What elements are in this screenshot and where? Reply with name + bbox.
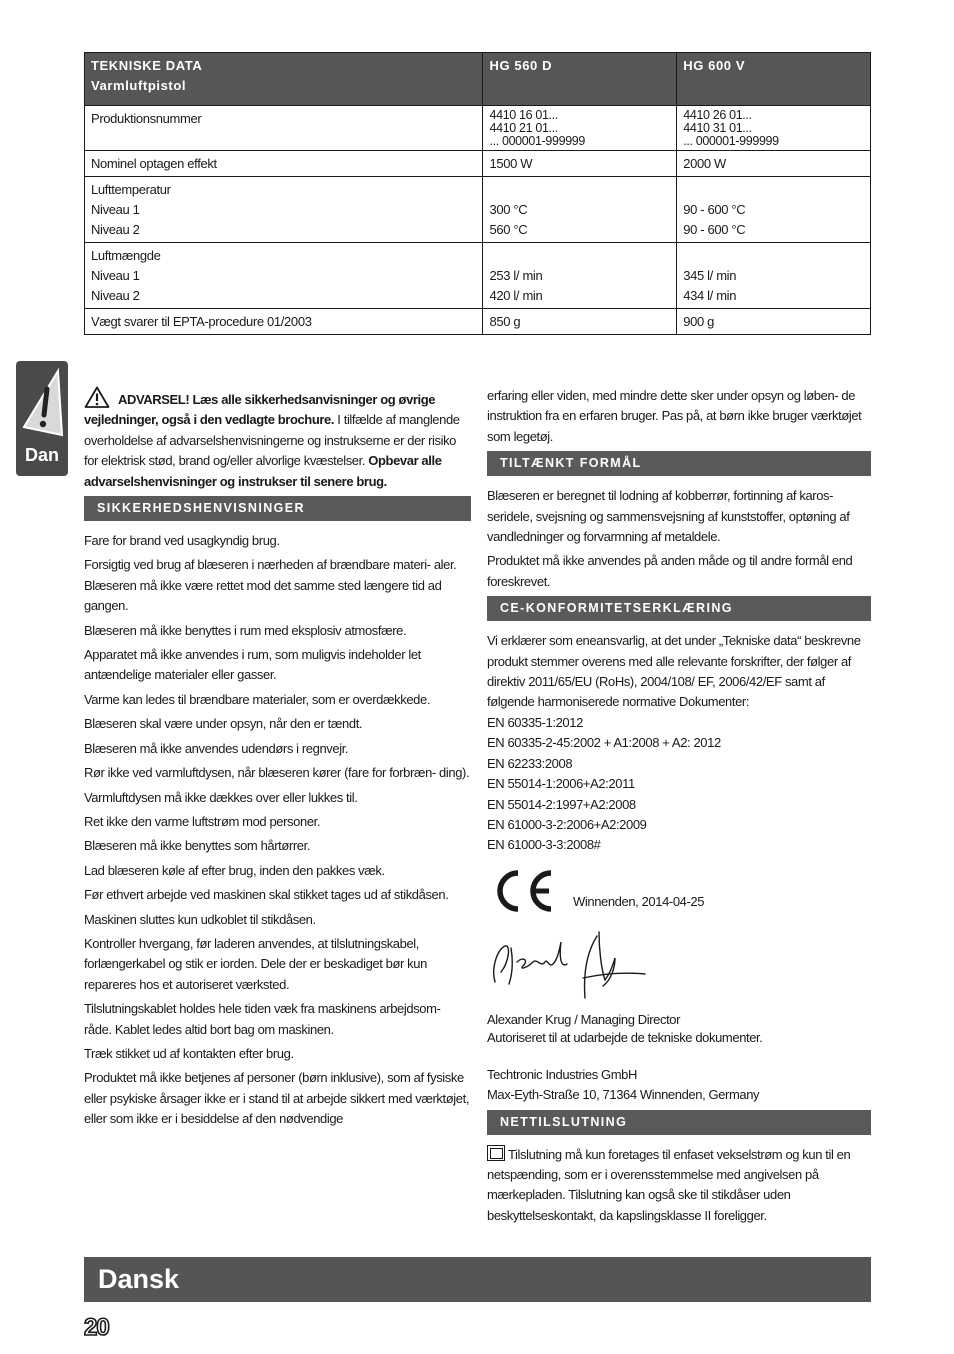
list-item: Før ethvert arbejde ved maskinen skal stikket tages ud af stikdåsen. [84,887,449,903]
cell-line: 560 °C [489,222,528,237]
row-value: 900 g [677,309,871,335]
warning-text: I tilfælde af manglende overholdelse af advarselshenvisningerne og instrukserne er der risiko for elektrisk stød, brand og/eller alvorlige kvæstelser. [84,412,460,469]
cell-line: Niveau 1 [91,268,140,283]
list-item: EN 55014-1:2006+A2:2011 [487,776,635,792]
cell-line: Niveau 2 [91,288,140,303]
warning-icon [18,365,66,445]
list-item: Forsigtig ved brug af blæseren i nærheden af brændbare materi- aler. Blæseren må ikke være rettet mod det samme sted længere tid ad gangen. [84,557,457,614]
cell-line: Niveau 1 [91,202,140,217]
row-value [677,177,871,243]
continuation-text: erfaring eller viden, med mindre dette sker under opsyn og løben- de instruktion fra en erfaren bruger. Pas på, at børn ikke bruger værktøjet som legetøj. [487,388,862,444]
spec-header-model1: HG 560 D [483,53,677,106]
list-item: EN 60335-1:2012 [487,714,583,730]
ce-mark-row [487,868,871,918]
row-value [483,106,677,151]
row-value [483,243,677,309]
power-text [487,1145,871,1227]
cell-line: 4410 26 01... [683,108,752,122]
row-value [677,106,871,151]
list-item: Apparatet må ikke anvendes i rum, som muligvis indeholder let antændelige materialer eller gasser. [84,647,421,683]
list-item: EN 60335-2-45:2002 + A1:2008 + A2: 2012 [487,735,721,751]
table-row [85,106,871,151]
warning-triangle-icon [84,386,110,408]
protection-class-ii-icon [487,1145,505,1161]
spec-header-title [85,53,483,106]
language-footer-bar: Dansk [84,1257,871,1302]
list-item: Kontroller hvergang, før laderen anvendes, at tilslutningskabel, forlængerkabel og stik er iorden. Dele der er beskadiget bør kun repareres hos et autoriseret værksted. [84,935,427,992]
left-column [84,386,471,1134]
list-item: EN 62233:2008 [487,755,573,771]
section-heading-safety: SIKKERHEDSHENVISNINGER [84,496,471,521]
safety-list [84,531,471,1130]
company-address: Max-Eyth-Straße 10, 71364 Winnenden, Germany [487,1087,760,1103]
table-row [85,151,871,177]
row-value [677,243,871,309]
section-heading-ce: CE-KONFORMITETSERKLÆRING [487,596,871,621]
company-name: Techtronic Industries GmbH [487,1066,637,1082]
purpose-text-1: Blæseren er beregnet til lodning af kobberrør, fortinning af karos- seridele, svejsning og sammensvejsning af kunststoffer, optøning af vandledninger og forvarmning af metaldele. [487,488,850,545]
right-column [487,386,871,1230]
side-tab-label: Dan [24,445,59,465]
list-item: EN 55014-2:1997+A2:2008 [487,796,636,812]
list-item: Træk stikket ud af kontakten efter brug. [84,1045,294,1061]
row-label: Nominel optagen effekt [85,151,483,177]
spec-header-row [85,53,871,106]
cell-line: 4410 16 01... [489,108,558,122]
list-item: EN 61000-3-2:2006+A2:2009 [487,816,647,832]
list-item: Blæseren må ikke anvendes udendørs i regnvejr. [84,740,349,756]
cell-line: 90 - 600 °C [683,222,746,237]
spec-header-model2: HG 600 V [677,53,871,106]
spec-table [84,52,871,335]
ce-declaration-text: Vi erklærer som eneansvarlig, at det under „Tekniske data“ beskrevne produkt stemmer overens med alle relevante forskrifter, der følger af direktiv 2011/65/EU (RoHs), 2004/108/ EF, 2006/42/EF samt af følgende harmoniserede normative Dokumenter: [487,633,861,710]
list-item: Blæseren må ikke benyttes som hårtørrer. [84,838,311,854]
list-item: Produktet må ikke betjenes af personer (børn inklusive), som af fysiske eller psykiske årsager ikke er i stand til at arbejde sikkert med værktøjet, eller som ikke er i besiddelse af den nødvendige [84,1070,470,1127]
cell-line: 345 l/ min [683,268,737,283]
list-item: Maskinen sluttes kun udkoblet til stikdåsen. [84,911,316,927]
cell-line: 90 - 600 °C [683,202,746,217]
row-value: 2000 W [677,151,871,177]
row-label: Produktionsnummer [85,106,483,151]
cell-line: Niveau 2 [91,222,140,237]
list-item: Blæseren må ikke benyttes i rum med eksplosiv atmosfære. [84,622,407,638]
list-item: Rør ikke ved varmluftdysen, når blæseren kører (fare for forbræn- ding). [84,765,470,781]
cell-line: Lufttemperatur [91,182,171,197]
warning-bold-text-2: Opbevar alle advarselshenvisninger og instrukser til senere brug. [84,453,442,489]
power-text-content: Tilslutning må kun foretages til enfaset vekselstrøm og kun til en netspænding, som er i overensstemmelse med angivelsen på mærkepladen. Tilslutning kan også ske til stikdåser uden beskyttelseskontakt, da kapslingsklasse II foreligger. [487,1146,851,1223]
table-row [85,309,871,335]
page-number: 20 [84,1314,109,1341]
list-item: Ret ikke den varme luftstrøm mod personer. [84,813,321,829]
cell-line: 4410 21 01... [489,121,558,135]
cell-line: Luftmængde [91,248,161,263]
row-value: 850 g [483,309,677,335]
purpose-text-2: Produktet må ikke anvendes på anden måde og til andre formål end foreskrevet. [487,553,853,589]
section-heading-power: NETTILSLUTNING [487,1110,871,1135]
cell-line: ... 000001-999999 [489,134,586,148]
list-item: Varme kan ledes til brændbare materialer, som er overdækkede. [84,691,431,707]
table-subtitle: Varmluftpistol [91,78,187,93]
table-row [85,177,871,243]
table-title: TEKNISKE DATA [91,58,203,73]
row-label [85,243,483,309]
standards-list [487,713,871,856]
cell-line: 4410 31 01... [683,121,752,135]
cell-line: 300 °C [489,202,528,217]
signature-image [487,928,657,1000]
list-item: Tilslutningskablet holdes hele tiden væk fra maskinens arbejdsom- råde. Kablet ledes altid bort bag om maskinen. [84,1001,441,1037]
list-item: EN 61000-3-3:2008# [487,837,601,853]
row-value: 1500 W [483,151,677,177]
ce-mark-icon [491,868,555,914]
row-label: Vægt svarer til EPTA-procedure 01/2003 [85,309,483,335]
cell-line: 420 l/ min [489,288,543,303]
signer-note: Autoriseret til at udarbejde de tekniske dokumenter. [487,1029,763,1045]
list-item: Lad blæseren køle af efter brug, inden den pakkes væk. [84,862,385,878]
table-row [85,243,871,309]
list-item: Blæseren skal være under opsyn, når den er tændt. [84,716,363,732]
warning-bold-text: ADVARSEL! Læs alle sikkerhedsanvisninger og øvrige vejledninger, også i den vedlagte brochure. [84,392,436,428]
row-value [483,177,677,243]
list-item: Fare for brand ved usagkyndig brug. [84,533,280,549]
cell-line: 434 l/ min [683,288,737,303]
cell-line: 253 l/ min [489,268,543,283]
section-heading-purpose: TILTÆNKT FORMÅL [487,451,871,476]
general-warning [84,386,471,492]
row-label [85,177,483,243]
place-date: Winnenden, 2014-04-25 [573,893,705,909]
signer-name: Alexander Krug / Managing Director [487,1011,681,1027]
cell-line: ... 000001-999999 [683,134,779,148]
language-side-tab [16,361,68,476]
list-item: Varmluftdysen må ikke dækkes over eller lukkes til. [84,789,358,805]
